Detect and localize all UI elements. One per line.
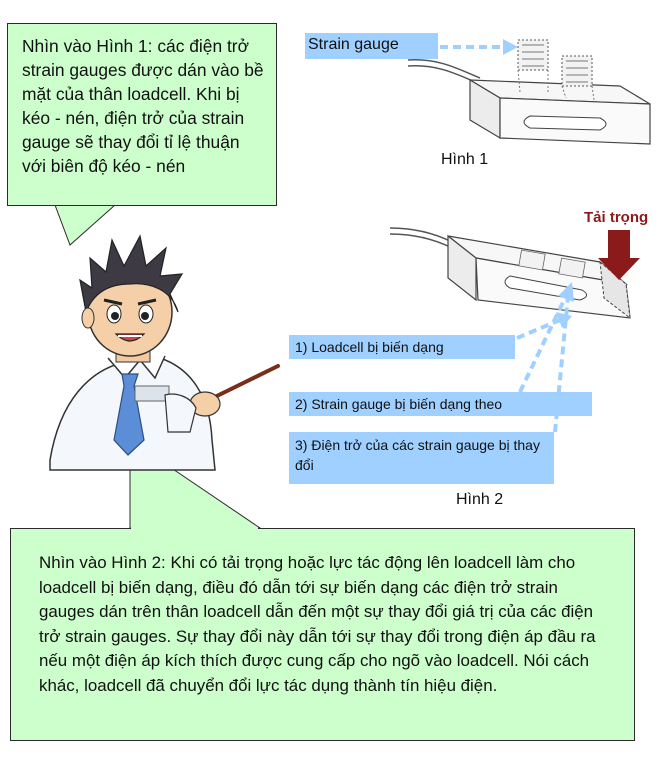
step-2-text: 2) Strain gauge bị biến dạng theo xyxy=(295,396,503,412)
step-3-label xyxy=(289,432,554,484)
step-1-label xyxy=(289,335,515,359)
step-3-text: 3) Điện trở của các strain gauge bị thay đổi xyxy=(295,437,540,473)
figure1-caption: Hình 1 xyxy=(441,151,489,168)
arrow-step-1 xyxy=(517,320,560,338)
bottom-bubble-text: Nhìn vào Hình 2: Khi có tải trọng hoặc lực tác động lên loadcell làm cho loadcell bị biến dạng, điều đó dẫn tới sự biến dạng các điện trở strain gauges dán trên thân loadcell dẫn đến một sự thay đổi giá trị của các điện trở strain gauges. Sự thay đổi này dẫn tới sự thay đổi trong điện áp đầu ra nếu một điện áp kích thích được cung cấp cho ngõ vào loadcell. Nói cách khác, loadcell đã chuyển đổi lực tác dụng thành tín hiệu điện. xyxy=(39,553,596,695)
strain-gauge-label-text: Strain gauge xyxy=(308,36,399,53)
step-2-label xyxy=(289,392,592,416)
step-1-text: 1) Loadcell bị biến dạng xyxy=(295,339,444,355)
figure2-caption: Hình 2 xyxy=(456,491,504,508)
load-label: Tải trọng xyxy=(584,209,649,226)
top-bubble-text: Nhìn vào Hình 1: các điện trở strain gauges được dán vào bề mặt của thân loadcell. Khi bị kéo - nén, điện trở của strain gauge sẽ thay đổi tỉ lệ thuận với biên độ kéo - nén xyxy=(22,36,264,176)
